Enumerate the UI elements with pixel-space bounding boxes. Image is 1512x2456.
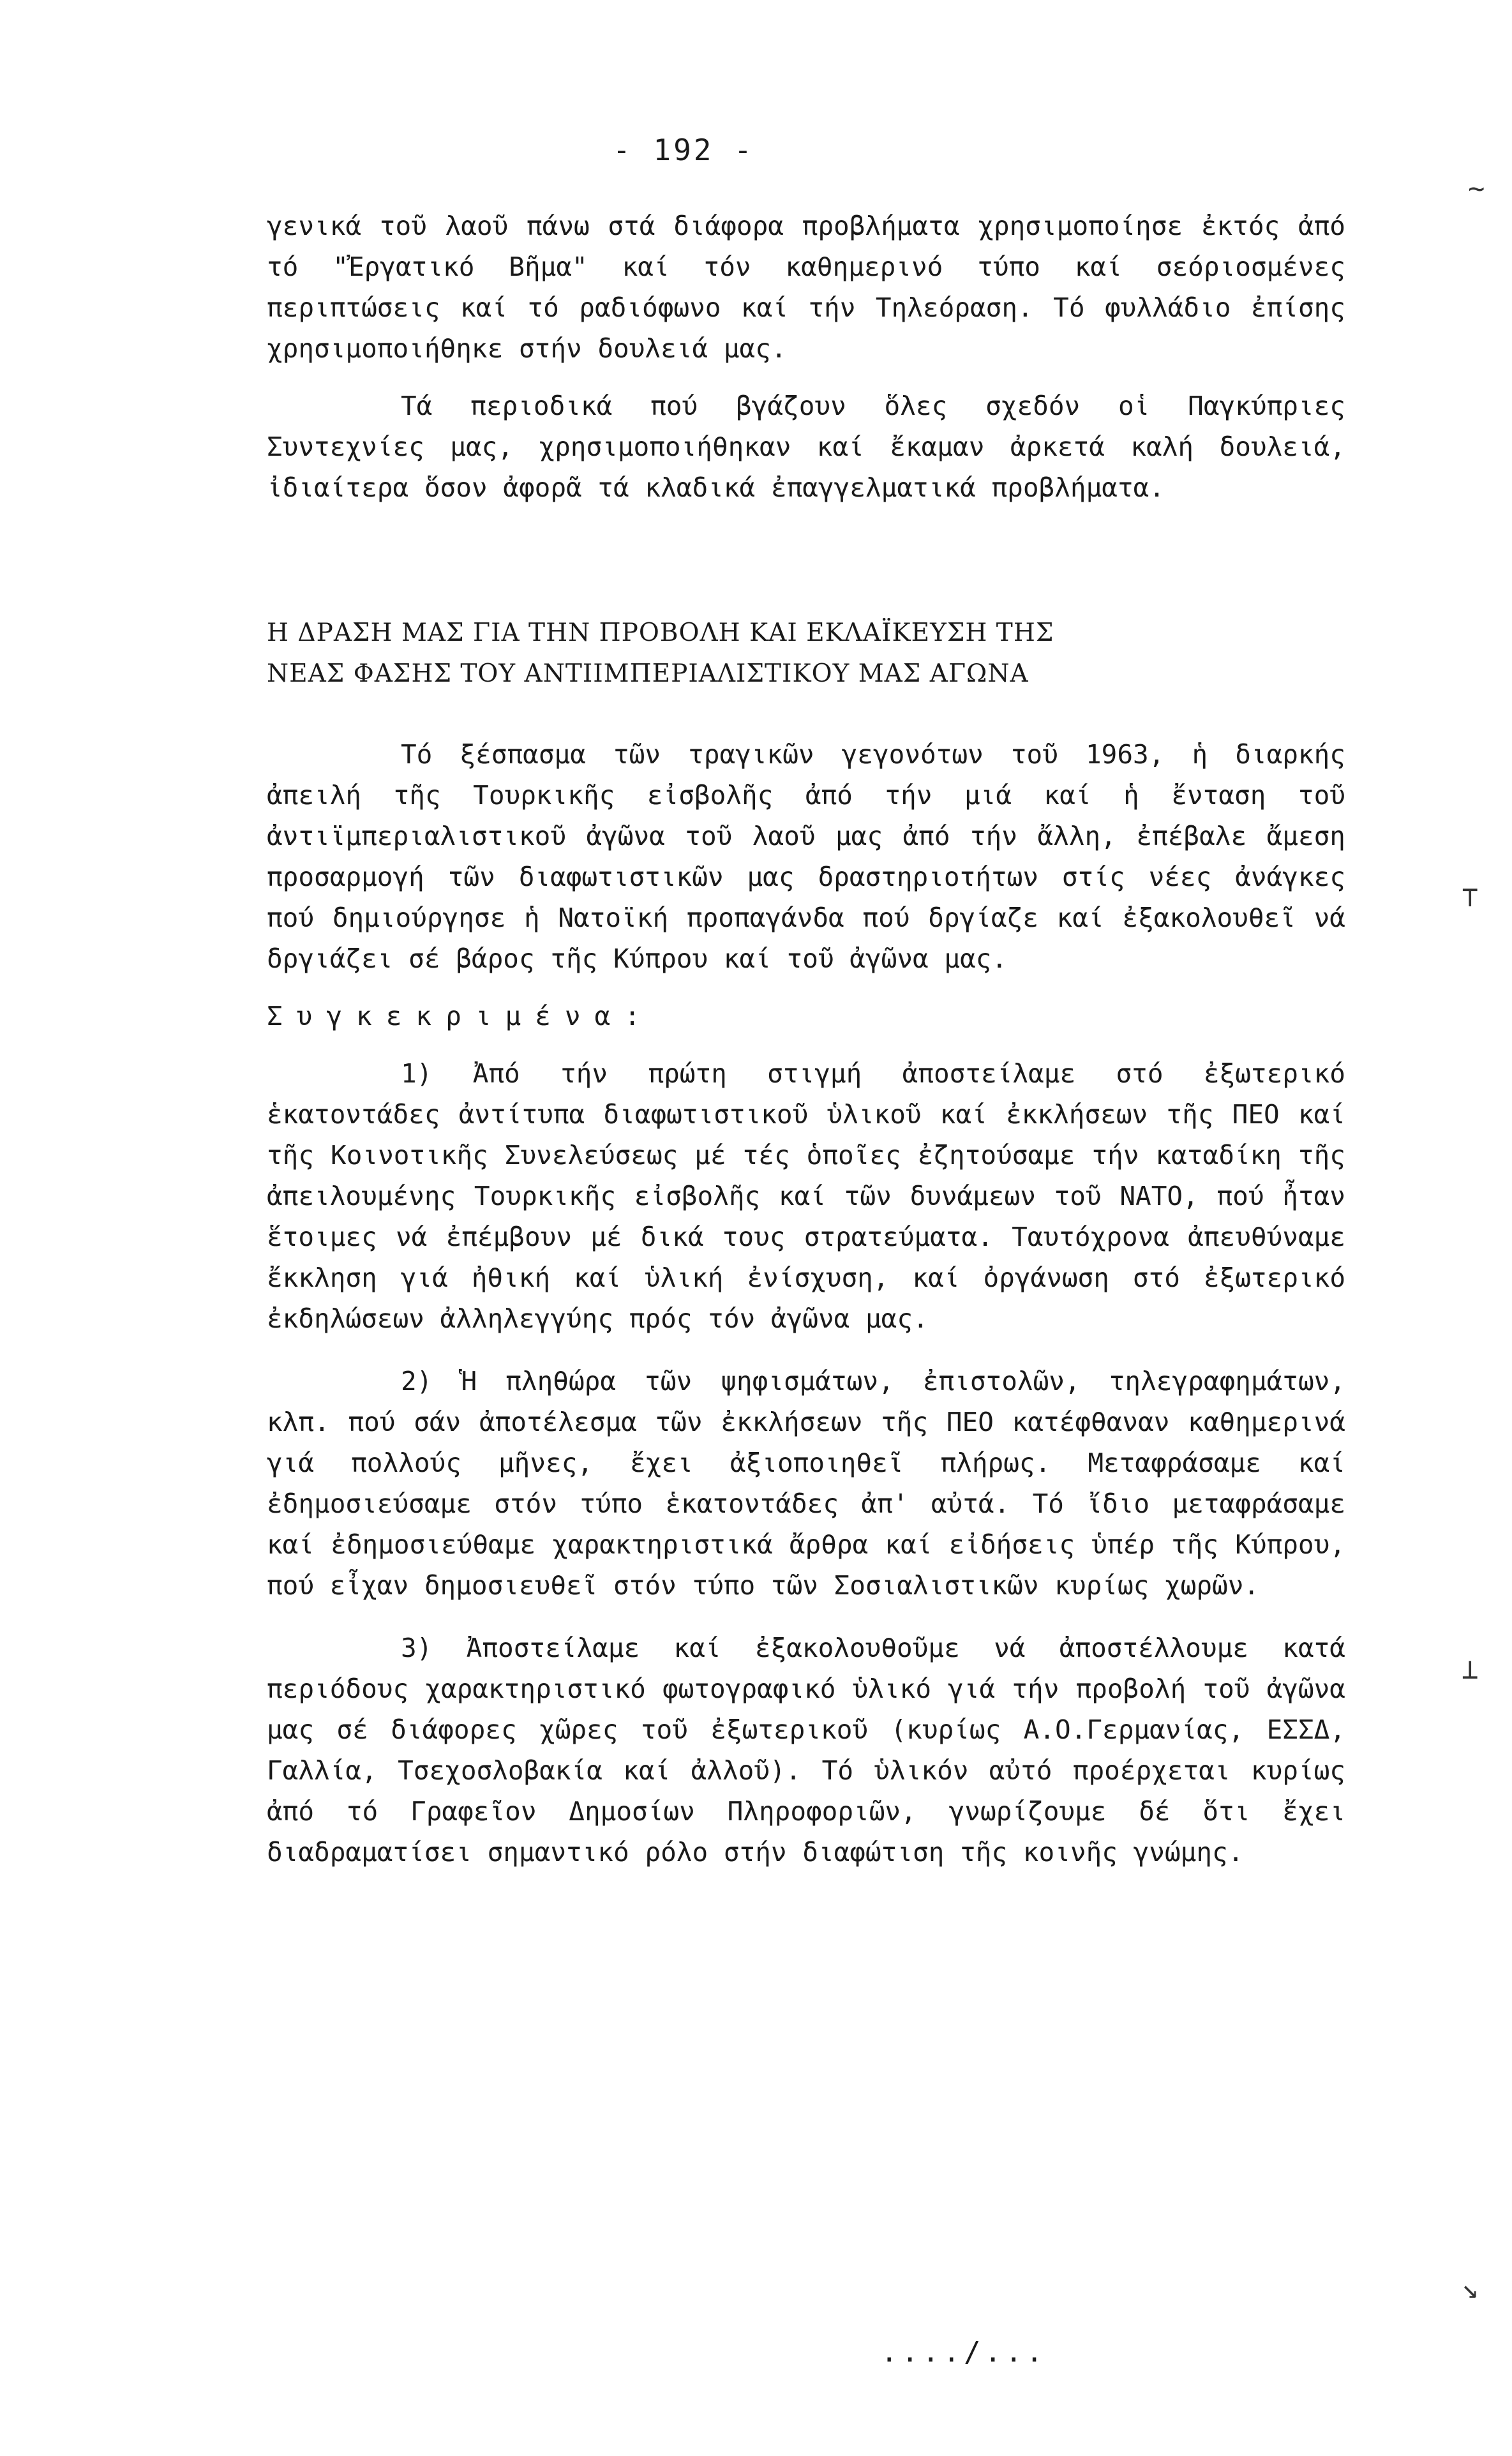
- list-item-1: 1) Ἀπό τήν πρώτη στιγμή ἀποστείλαμε στό ἐξωτερικό ἑκατοντάδες ἀντίτυπα διαφωτιστικοῦ ὑλικοῦ καί ἐκκλήσεων τῆς ΠΕΟ καί τῆς Κοινοτικῆς Συνελεύσεως μέ τές ὁποῖες ἐζητούσαμε τήν καταδίκη τῆς ἀπειλουμένης Τουρκικῆς εἰσβολῆς καί τῶν δυνάμεων τοῦ ΝΑΤΟ, πού ἦταν ἕτοιμες νά ἐπέμβουν μέ δικά τους στρατεύματα. Ταυτόχρονα ἀπευθύναμε ἔκκληση γιά ἠθική καί ὑλική ἐνίσχυση, καί ὀργάνωση στό ἐξωτερικό ἐκδηλώσεων ἀλληλεγγύης πρός τόν ἀγῶνα μας.: [267, 1058, 1345, 1334]
- main-text: [267, 734, 1345, 1894]
- page-number: - 192 -: [613, 133, 754, 167]
- section-heading-line-1: Η ΔΡΑΣΗ ΜΑΣ ΓΙΑ ΤΗΝ ΠΡΟΒΟΛΗ ΚΑΙ ΕΚΛΑΪΚΕΥΣΗ ΤΗΣ: [267, 618, 1054, 647]
- paragraph-intro: Τό ξέσπασμα τῶν τραγικῶν γεγονότων τοῦ 1963, ἡ διαρκής ἀπειλή τῆς Τουρκικῆς εἰσβολῆς ἀπό τήν μιά καί ἡ ἔνταση τοῦ ἀντιϊμπεριαλιστικοῦ ἀγῶνα τοῦ λαοῦ μας ἀπό τήν ἄλλη, ἐπέβαλε ἄμεση προσαρμογή τῶν διαφωτιστικῶν μας δραστηριοτήτων στίς νέες ἀνάγκες πού δημιούργησε ἡ Νατοϊκή προπαγάνδα πού δργίαζε καί ἐξακολουθεῖ νά δργιάζει σέ βάρος τῆς Κύπρου καί τοῦ ἀγῶνα μας.: [267, 739, 1345, 974]
- margin-tick-mark: ⊥: [1462, 1653, 1479, 1686]
- opening-text: [267, 206, 1345, 525]
- margin-tick-mark: ⊤: [1462, 881, 1479, 913]
- list-item-2: 2) Ἡ πληθώρα τῶν ψηφισμάτων, ἐπιστολῶν, τηλεγραφημάτων, κλπ. πού σάν ἀποτέλεσμα τῶν ἐκκλήσεων τῆς ΠΕΟ κατέφθαναν καθημερινά γιά πολλούς μῆνες, ἔχει ἀξιοποιηθεῖ πλήρως. Μεταφράσαμε καί ἐδημοσιεύσαμε στόν τύπο ἑκατοντάδες ἀπ' αὐτά. Τό ἴδιο μεταφράσαμε καί ἐδημοσιεύθαμε χαρακτηριστικά ἄρθρα καί εἰδήσεις ὑπέρ τῆς Κύπρου, πού εἶχαν δημοσιευθεῖ στόν τύπο τῶν Σοσιαλιστικῶν κυρίως χωρῶν.: [267, 1366, 1345, 1601]
- margin-arrow-mark: ↘: [1462, 2272, 1479, 2305]
- margin-dash-mark: ~: [1468, 172, 1485, 205]
- section-heading: [267, 613, 1345, 694]
- section-heading-line-2: ΝΕΑΣ ΦΑΣΗΣ ΤΟΥ ΑΝΤΙΙΜΠΕΡΙΑΛΙΣΤΙΚΟΥ ΜΑΣ ΑΓΩΝΑ: [267, 659, 1029, 688]
- list-item-3: 3) Ἀποστείλαμε καί ἐξακολουθοῦμε νά ἀποστέλλουμε κατά περιόδους χαρακτηριστικό φωτογραφικό ὑλικό γιά τήν προβολή τοῦ ἀγῶνα μας σέ διάφορες χῶρες τοῦ ἐξωτερικοῦ (κυρίως Α.Ο.Γερμανίας, ΕΣΣΔ, Γαλλία, Τσεχοσλοβακία καί ἀλλοῦ). Τό ὑλικόν αὐτό προέρχεται κυρίως ἀπό τό Γραφεῖον Δημοσίων Πληροφοριῶν, γνωρίζουμε δέ ὅτι ἔχει διαδραματίσει σημαντικό ρόλο στήν διαφώτιση τῆς κοινῆς γνώμης.: [267, 1633, 1345, 1868]
- continuation-mark: ..../...: [881, 2336, 1047, 2369]
- paragraph-media: γενικά τοῦ λαοῦ πάνω στά διάφορα προβλήματα χρησιμοποίησε ἐκτός ἀπό τό "Ἐργατικό Βῆμα" καί τόν καθημερινό τύπο καί σεόριοσμένες περιπτώσεις καί τό ραδιόφωνο καί τήν Τηλεόραση. Τό φυλλάδιο ἐπίσης χρησιμοποιήθηκε στήν δουλειά μας.: [267, 211, 1345, 364]
- specifically-label: Συγκεκριμένα:: [267, 1001, 654, 1031]
- paragraph-periodicals: Τά περιοδικά πού βγάζουν ὅλες σχεδόν οἱ Παγκύπριες Συντεχνίες μας, χρησιμοποιήθηκαν καί ἔκαμαν ἀρκετά καλή δουλειά, ἰδιαίτερα ὅσον ἀφορᾶ τά κλαδικά ἐπαγγελματικά προβλήματα.: [267, 391, 1345, 503]
